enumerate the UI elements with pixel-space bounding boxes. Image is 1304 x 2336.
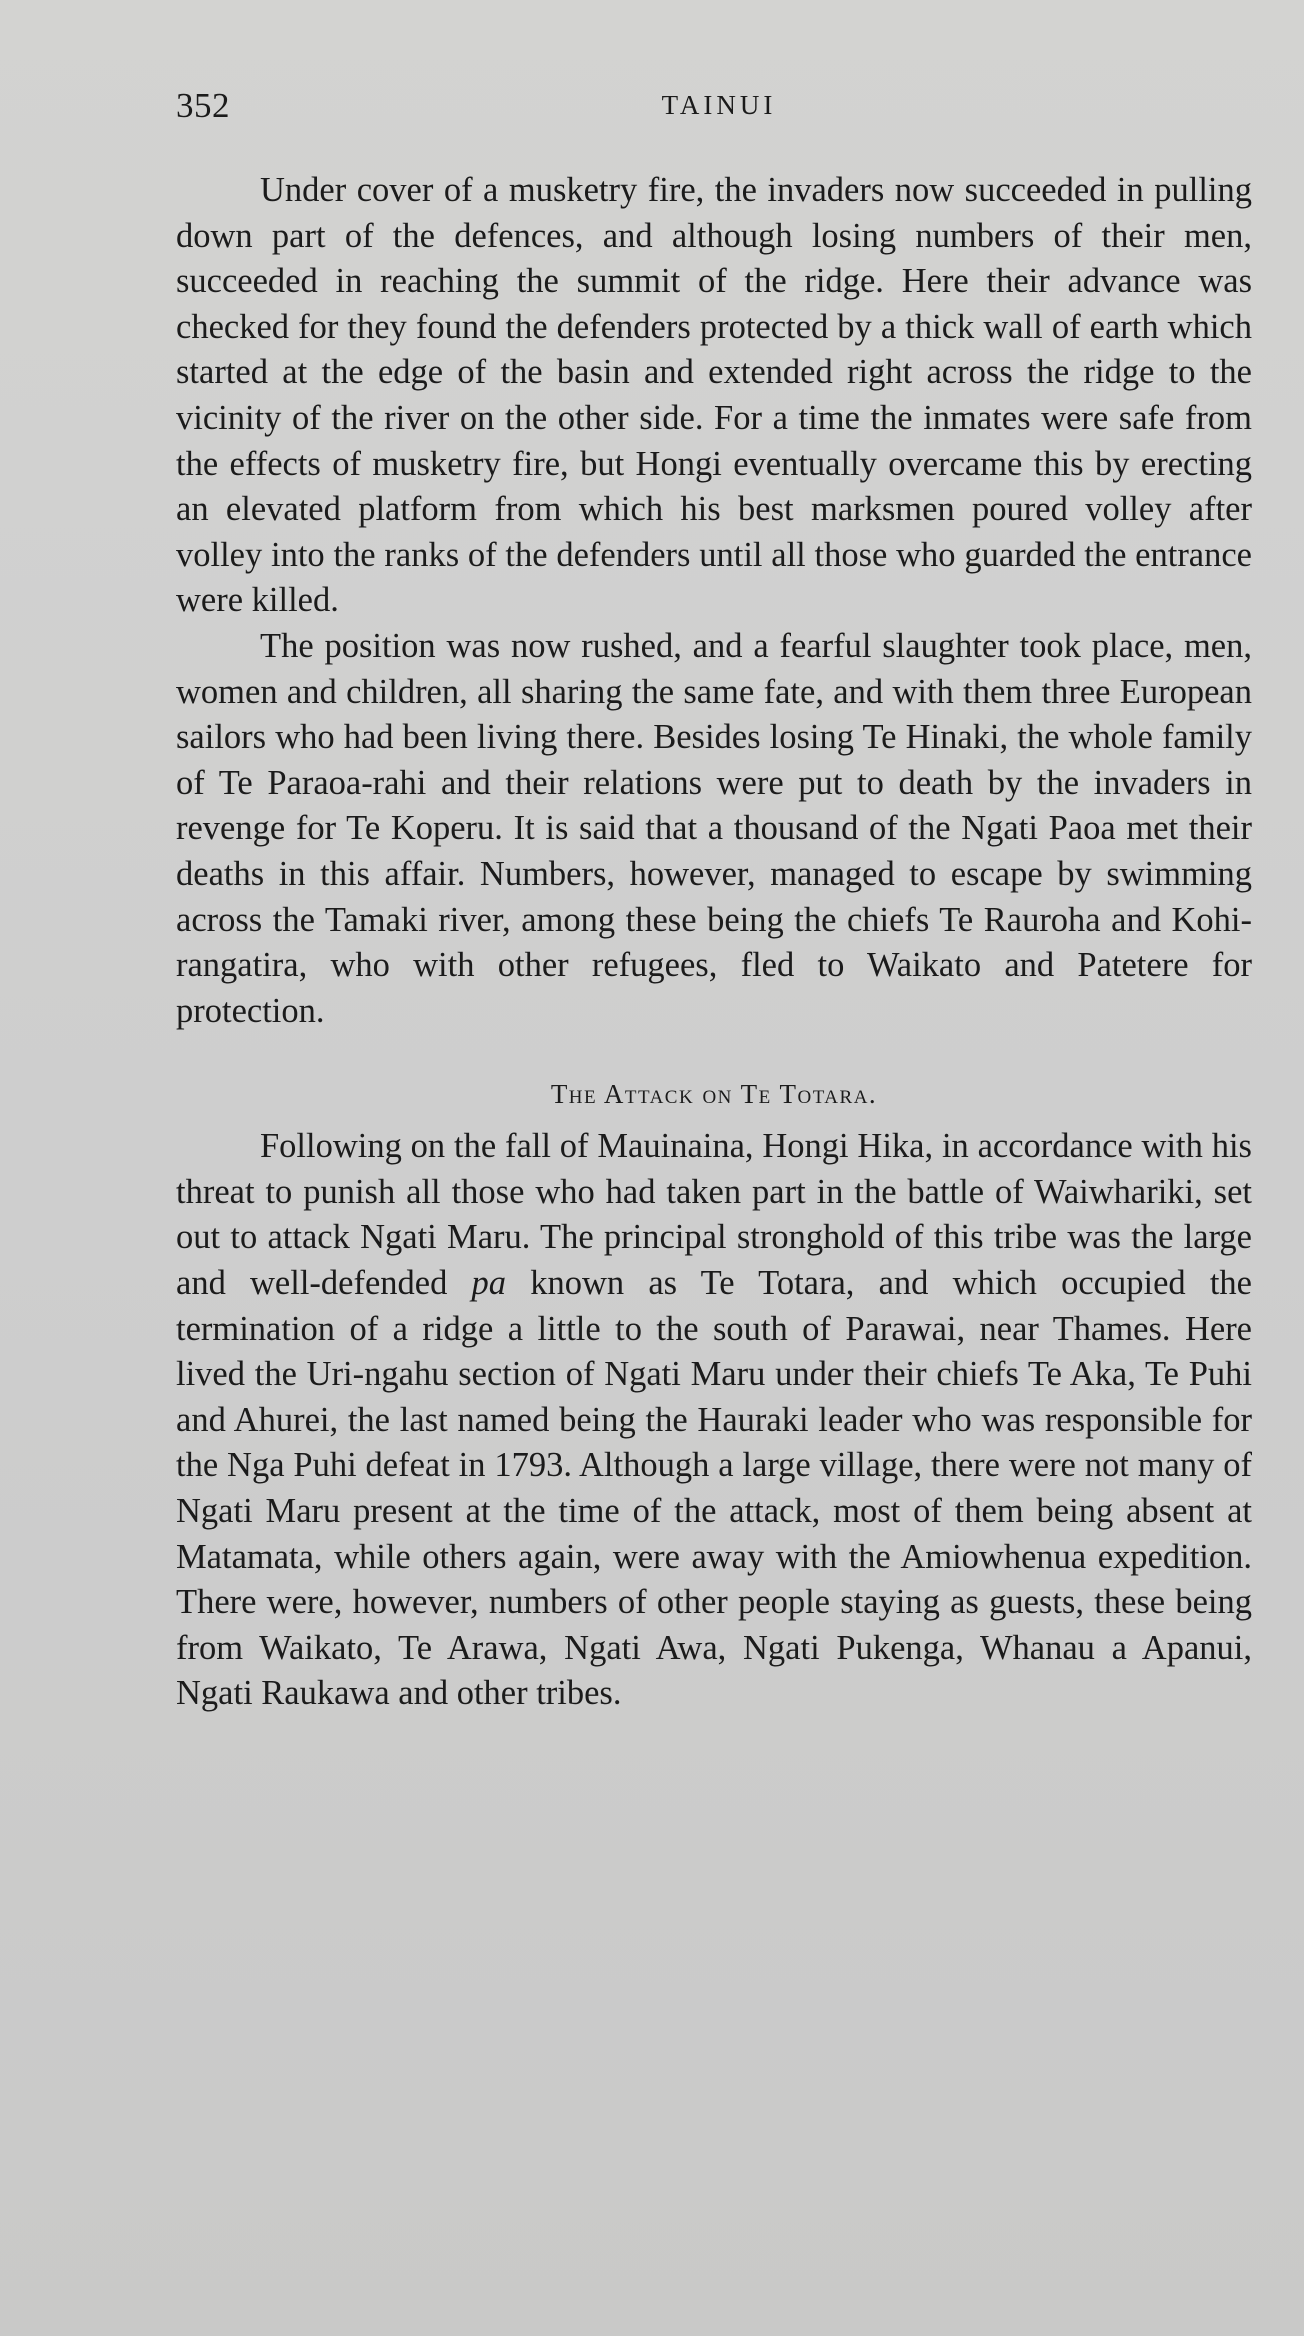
paragraph-slaughter: The position was now rushed, and a fearful slaughter took place, men, women and children, all sharing the same fate, and with them three European sailors who had been living there. Besides losing Te Hinaki, the whole family of Te Paraoa-rahi and their relations were put to death by the invaders in revenge for Te Koperu. It is said that a thousand of the Ngati Paoa met their deaths in this affair. Numbers, however, managed to escape by swimming across the Tamaki river, among these being the chiefs Te Rauroha and Kohi-rangatira, who with other refugees, fled to Waikato and Patetere for protection. [176,626,1252,1030]
paragraph-te-totara-part-2: known as Te Totara, and which occupied the termination of a ridge a little to the south of Parawai, near Thames. Here lived the Uri-ngahu section of Ngati Maru under their chiefs Te Aka, Te Puhi and Ahurei, the last named being the Hauraki leader who was responsible for the Nga Puhi defeat in 1793. Although a large village, there were not many of Ngati Maru present at the time of the attack, most of them being absent at Matamata, while others again, were away with the Amiowhenua expedition. There were, however, numbers of other people staying as guests, these being from Waikato, Te Arawa, Ngati Awa, Ngati Pukenga, Whanau a Apanui, Ngati Raukawa and other tribes. [176,1264,1252,1713]
running-head: TAINUI [661,90,777,120]
page-header [176,86,1252,136]
section-heading: The Attack on Te Totara. [550,1079,878,1110]
paragraph-te-totara [176,1124,1252,1717]
italic-word-pa: pa [471,1264,507,1303]
paragraph-te-totara-part-1: Following on the fall of Mauinaina, Hongi Hika, in accordance with his threat to punish all those who had taken part in the battle of Waiwhariki, set out to attack Ngati Maru. The principal stronghold of this tribe was the large and well-defended [176,1127,1252,1303]
page-number: 352 [176,86,230,125]
paragraph-assault: Under cover of a musketry fire, the invaders now succeeded in pulling down part of the defences, and although losing numbers of their men, succeeded in reaching the summit of the ridge. Here their advance was checked for they found the defenders protected by a thick wall of earth which started at the edge of the basin and extended right across the ridge to the vicinity of the river on the other side. For a time the inmates were safe from the effects of musketry fire, but Hongi eventually overcame this by erecting an elevated platform from which his best marksmen poured volley after volley into the ranks of the defenders until all those who guarded the entrance were killed. [176,171,1252,620]
body-text [176,168,1252,1717]
